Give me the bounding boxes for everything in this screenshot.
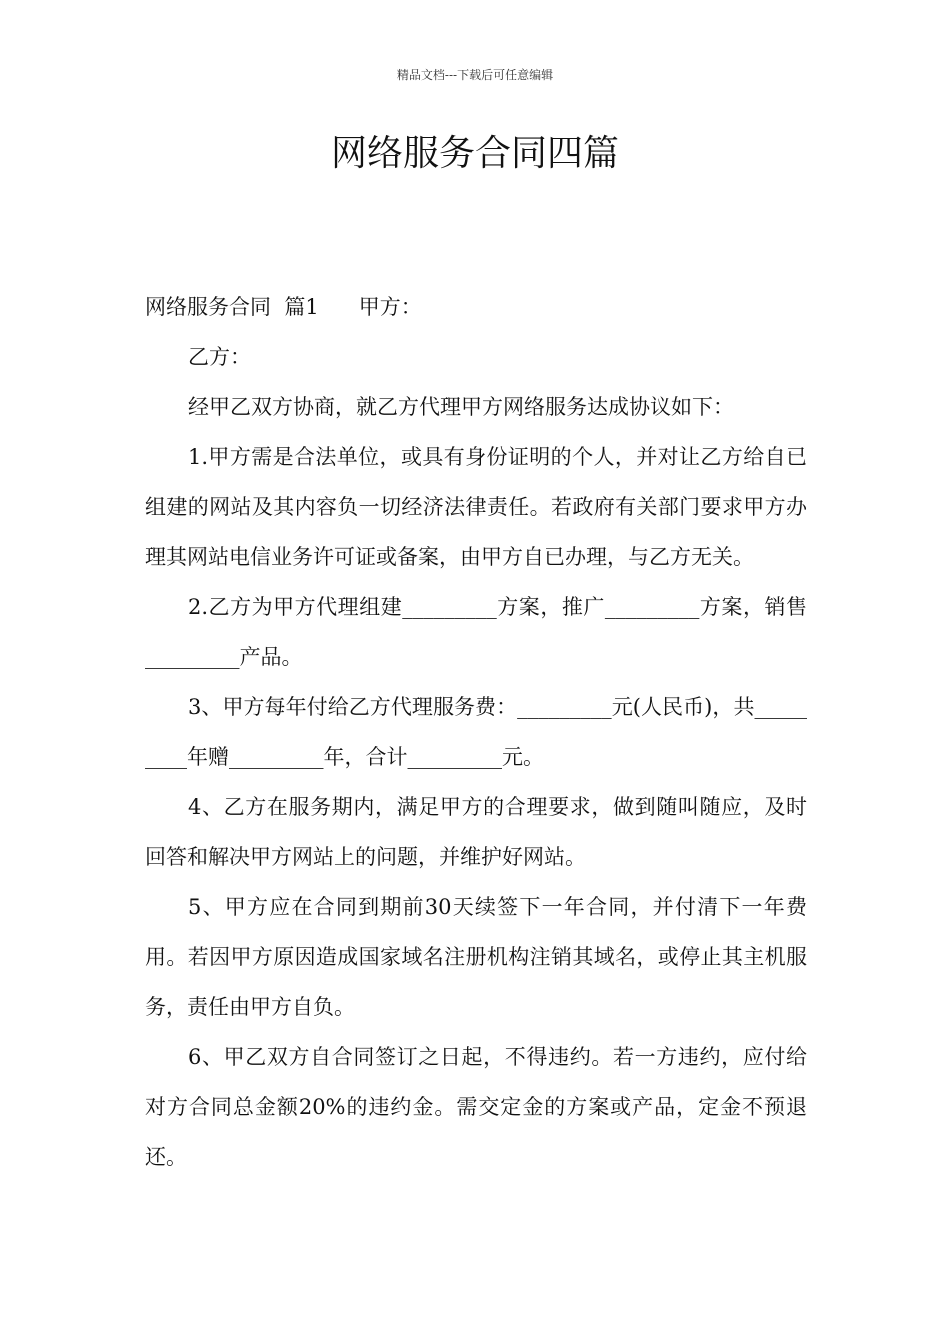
- clause-3: 3、甲方每年付给乙方代理服务费：_________元(人民币)，共_________年赠_________年，合计_________元。: [145, 695, 807, 769]
- agreement-intro: 经甲乙双方协商，就乙方代理甲方网络服务达成协议如下：: [188, 395, 734, 419]
- party-b-line: 乙方：: [188, 345, 251, 369]
- contract-heading-line: [145, 282, 807, 332]
- contract-section-label: 网络服务合同 篇1: [145, 295, 319, 319]
- clause-2: 2.乙方为甲方代理组建_________方案，推广_________方案，销售_________产品。: [145, 595, 807, 669]
- clause-1: 1.甲方需是合法单位，或具有身份证明的个人，并对让乙方给自已组建的网站及其内容负一切经济法律责任。若政府有关部门要求甲方办理其网站电信业务许可证或备案，由甲方自已办理，与乙方无关。: [145, 445, 807, 569]
- party-a-label: 甲方：: [358, 295, 422, 319]
- document-title: 网络服务合同四篇: [330, 133, 619, 174]
- clause-5: 5、甲方应在合同到期前30天续签下一年合同，并付清下一年费用。若因甲方原因造成国家域名注册机构注销其域名，或停止其主机服务，责任由甲方自负。: [145, 895, 807, 1019]
- page-header-note: 精品文档---下载后可任意编辑: [396, 68, 554, 82]
- clause-6: 6、甲乙双方自合同签订之日起，不得违约。若一方违约，应付给对方合同总金额20%的违约金。需交定金的方案或产品，定金不预退还。: [145, 1045, 807, 1169]
- document-body: [145, 282, 807, 1182]
- clause-4: 4、乙方在服务期内，满足甲方的合理要求，做到随叫随应，及时回答和解决甲方网站上的问题，并维护好网站。: [145, 795, 807, 869]
